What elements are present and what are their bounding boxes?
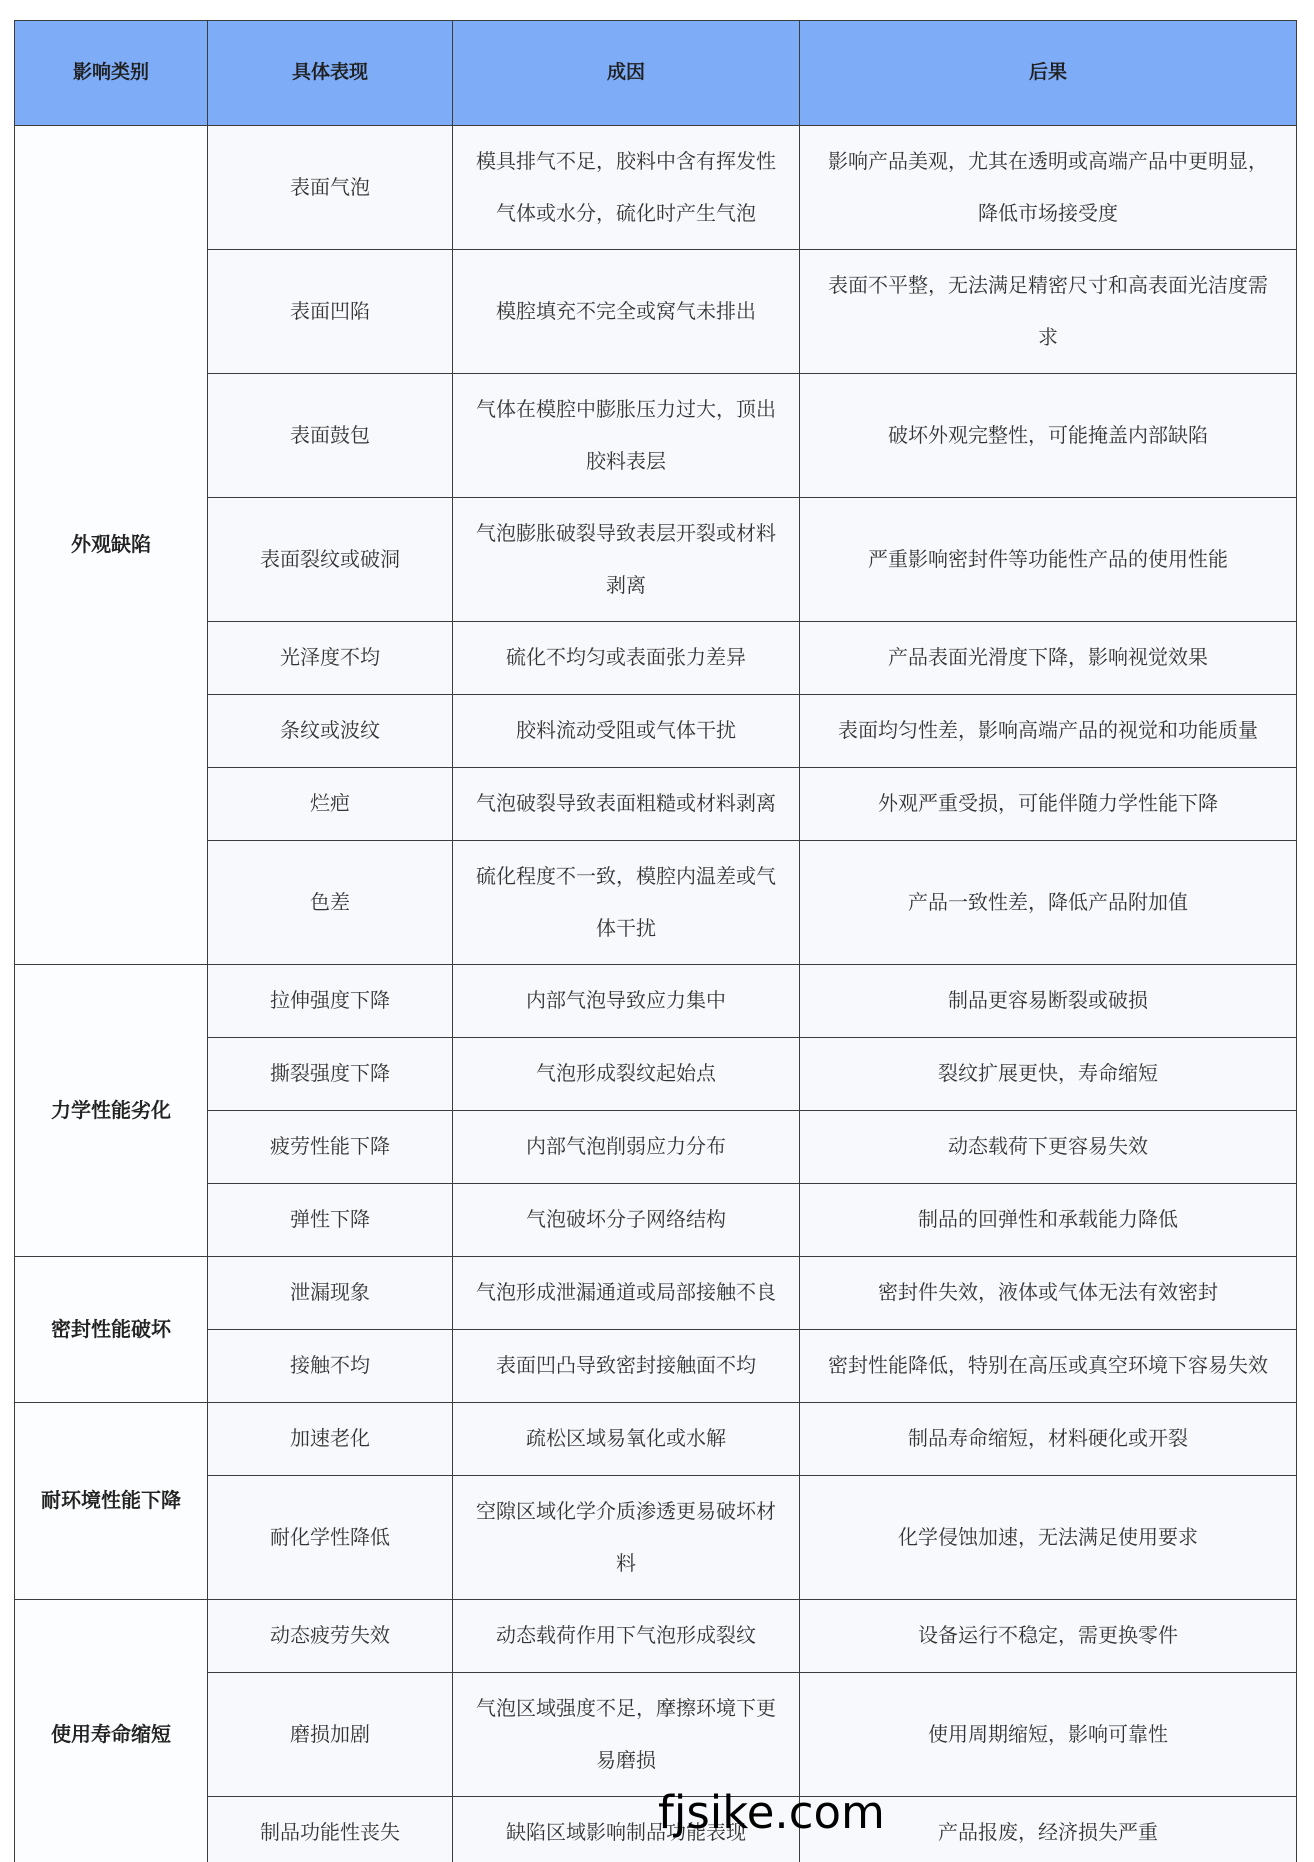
consequence-text: 破坏外观完整性，可能掩盖内部缺陷 [888, 424, 1208, 447]
cause-text: 气泡膨胀破裂导致表层开裂或材料剥离 [476, 522, 776, 597]
consequence-cell [800, 250, 1297, 374]
consequence-cell [800, 1673, 1297, 1797]
consequence-text: 裂纹扩展更快，寿命缩短 [938, 1063, 1158, 1085]
consequence-cell [800, 1111, 1297, 1184]
consequence-cell [800, 1257, 1297, 1330]
cause-text: 气泡破坏分子网络结构 [526, 1209, 726, 1231]
consequence-text: 产品表面光滑度下降，影响视觉效果 [888, 647, 1208, 669]
consequence-text: 产品一致性差，降低产品附加值 [908, 891, 1188, 914]
consequence-cell [800, 498, 1297, 622]
consequence-text: 制品的回弹性和承载能力降低 [918, 1209, 1178, 1231]
category-cell: 耐环境性能下降 [15, 1403, 208, 1600]
symptom-cell: 色差 [208, 841, 453, 965]
symptom-cell: 磨损加剧 [208, 1673, 453, 1797]
category-cell: 外观缺陷 [15, 126, 208, 965]
cause-text: 气泡区域强度不足，摩擦环境下更易磨损 [476, 1697, 776, 1772]
table-row [15, 374, 1297, 498]
consequence-text: 表面均匀性差，影响高端产品的视觉和功能质量 [838, 720, 1258, 742]
category-cell: 使用寿命缩短 [15, 1600, 208, 1862]
header-row [15, 21, 1297, 126]
consequence-text: 设备运行不稳定，需更换零件 [918, 1625, 1178, 1647]
consequence-text: 密封件失效，液体或气体无法有效密封 [878, 1282, 1218, 1304]
table-row [15, 768, 1297, 841]
cause-cell [453, 841, 800, 965]
cause-text: 硫化程度不一致，模腔内温差或气体干扰 [476, 865, 776, 940]
symptom-cell: 疲劳性能下降 [208, 1111, 453, 1184]
cause-text: 模腔填充不完全或窝气未排出 [496, 300, 756, 323]
symptom-cell: 耐化学性降低 [208, 1476, 453, 1600]
table-row [15, 1403, 1297, 1476]
cause-cell [453, 622, 800, 695]
table-row [15, 1330, 1297, 1403]
symptom-cell: 表面鼓包 [208, 374, 453, 498]
category-cell: 力学性能劣化 [15, 965, 208, 1257]
symptom-cell: 加速老化 [208, 1403, 453, 1476]
consequence-text: 严重影响密封件等功能性产品的使用性能 [868, 548, 1228, 571]
cause-text: 表面凹凸导致密封接触面不均 [496, 1355, 756, 1377]
consequence-text: 制品寿命缩短，材料硬化或开裂 [908, 1428, 1188, 1450]
cause-text: 硫化不均匀或表面张力差异 [506, 647, 746, 669]
symptom-cell: 表面气泡 [208, 126, 453, 250]
cause-cell [453, 250, 800, 374]
table-row [15, 841, 1297, 965]
cause-cell [453, 1673, 800, 1797]
table-row [15, 1257, 1297, 1330]
consequence-cell [800, 1476, 1297, 1600]
consequence-cell [800, 1038, 1297, 1111]
cause-cell [453, 695, 800, 768]
symptom-cell: 撕裂强度下降 [208, 1038, 453, 1111]
cause-cell [453, 498, 800, 622]
header-cause: 成因 [453, 21, 800, 126]
consequence-text: 动态载荷下更容易失效 [948, 1136, 1148, 1158]
cause-cell [453, 1038, 800, 1111]
header-consequence: 后果 [800, 21, 1297, 126]
table-row [15, 695, 1297, 768]
table-row [15, 126, 1297, 250]
consequence-cell [800, 965, 1297, 1038]
consequence-text: 制品更容易断裂或破损 [948, 990, 1148, 1012]
cause-cell [453, 1111, 800, 1184]
cause-text: 气泡破裂导致表面粗糙或材料剥离 [476, 793, 776, 815]
symptom-cell: 制品功能性丧失 [208, 1797, 453, 1862]
consequence-cell [800, 1330, 1297, 1403]
table-row [15, 1476, 1297, 1600]
cause-cell [453, 1476, 800, 1600]
cause-text: 模具排气不足，胶料中含有挥发性气体或水分，硫化时产生气泡 [476, 150, 776, 225]
cause-text: 缺陷区域影响制品功能表现 [506, 1822, 746, 1844]
cause-cell [453, 1184, 800, 1257]
cause-text: 气体在模腔中膨胀压力过大，顶出胶料表层 [476, 398, 776, 473]
symptom-cell: 表面凹陷 [208, 250, 453, 374]
table-row [15, 965, 1297, 1038]
symptom-cell: 光泽度不均 [208, 622, 453, 695]
symptom-cell: 弹性下降 [208, 1184, 453, 1257]
cause-text: 空隙区域化学介质渗透更易破坏材料 [476, 1500, 776, 1575]
table-row [15, 622, 1297, 695]
cause-text: 内部气泡导致应力集中 [526, 990, 726, 1012]
consequence-text: 外观严重受损，可能伴随力学性能下降 [878, 793, 1218, 815]
cause-text: 疏松区域易氧化或水解 [526, 1428, 726, 1450]
cause-cell [453, 1600, 800, 1673]
cause-cell [453, 1330, 800, 1403]
header-category: 影响类别 [15, 21, 208, 126]
table-row [15, 1184, 1297, 1257]
cause-text: 气泡形成裂纹起始点 [536, 1063, 716, 1085]
cause-text: 胶料流动受阻或气体干扰 [516, 720, 736, 742]
consequence-cell [800, 1184, 1297, 1257]
symptom-cell: 烂疤 [208, 768, 453, 841]
table-row [15, 1797, 1297, 1862]
consequence-cell [800, 622, 1297, 695]
cause-cell [453, 126, 800, 250]
table-row [15, 498, 1297, 622]
symptom-cell: 泄漏现象 [208, 1257, 453, 1330]
symptom-cell: 接触不均 [208, 1330, 453, 1403]
cause-cell [453, 374, 800, 498]
symptom-cell: 拉伸强度下降 [208, 965, 453, 1038]
consequence-cell [800, 1403, 1297, 1476]
symptom-cell: 动态疲劳失效 [208, 1600, 453, 1673]
consequence-text: 表面不平整，无法满足精密尺寸和高表面光洁度需求 [828, 274, 1268, 349]
consequence-cell [800, 374, 1297, 498]
symptom-cell: 表面裂纹或破洞 [208, 498, 453, 622]
consequence-cell [800, 126, 1297, 250]
cause-text: 动态载荷作用下气泡形成裂纹 [496, 1625, 756, 1647]
consequence-cell [800, 841, 1297, 965]
consequence-cell [800, 768, 1297, 841]
consequence-text: 化学侵蚀加速，无法满足使用要求 [898, 1526, 1198, 1549]
consequence-text: 密封性能降低，特别在高压或真空环境下容易失效 [828, 1355, 1268, 1377]
cause-text: 气泡形成泄漏通道或局部接触不良 [476, 1282, 776, 1304]
category-cell: 密封性能破坏 [15, 1257, 208, 1403]
table-row [15, 250, 1297, 374]
cause-cell [453, 965, 800, 1038]
impact-table [14, 20, 1297, 1862]
cause-cell [453, 768, 800, 841]
table-row [15, 1600, 1297, 1673]
header-symptom: 具体表现 [208, 21, 453, 126]
consequence-text: 影响产品美观，尤其在透明或高端产品中更明显，降低市场接受度 [828, 150, 1268, 225]
consequence-cell [800, 1600, 1297, 1673]
table-row [15, 1111, 1297, 1184]
symptom-cell: 条纹或波纹 [208, 695, 453, 768]
table-row [15, 1673, 1297, 1797]
cause-text: 内部气泡削弱应力分布 [526, 1136, 726, 1158]
consequence-text: 使用周期缩短，影响可靠性 [928, 1723, 1168, 1746]
consequence-cell [800, 695, 1297, 768]
watermark-text: fjsike.com [658, 1786, 885, 1839]
consequence-text: 产品报废，经济损失严重 [938, 1822, 1158, 1844]
cause-cell [453, 1403, 800, 1476]
table-row [15, 1038, 1297, 1111]
cause-cell [453, 1257, 800, 1330]
